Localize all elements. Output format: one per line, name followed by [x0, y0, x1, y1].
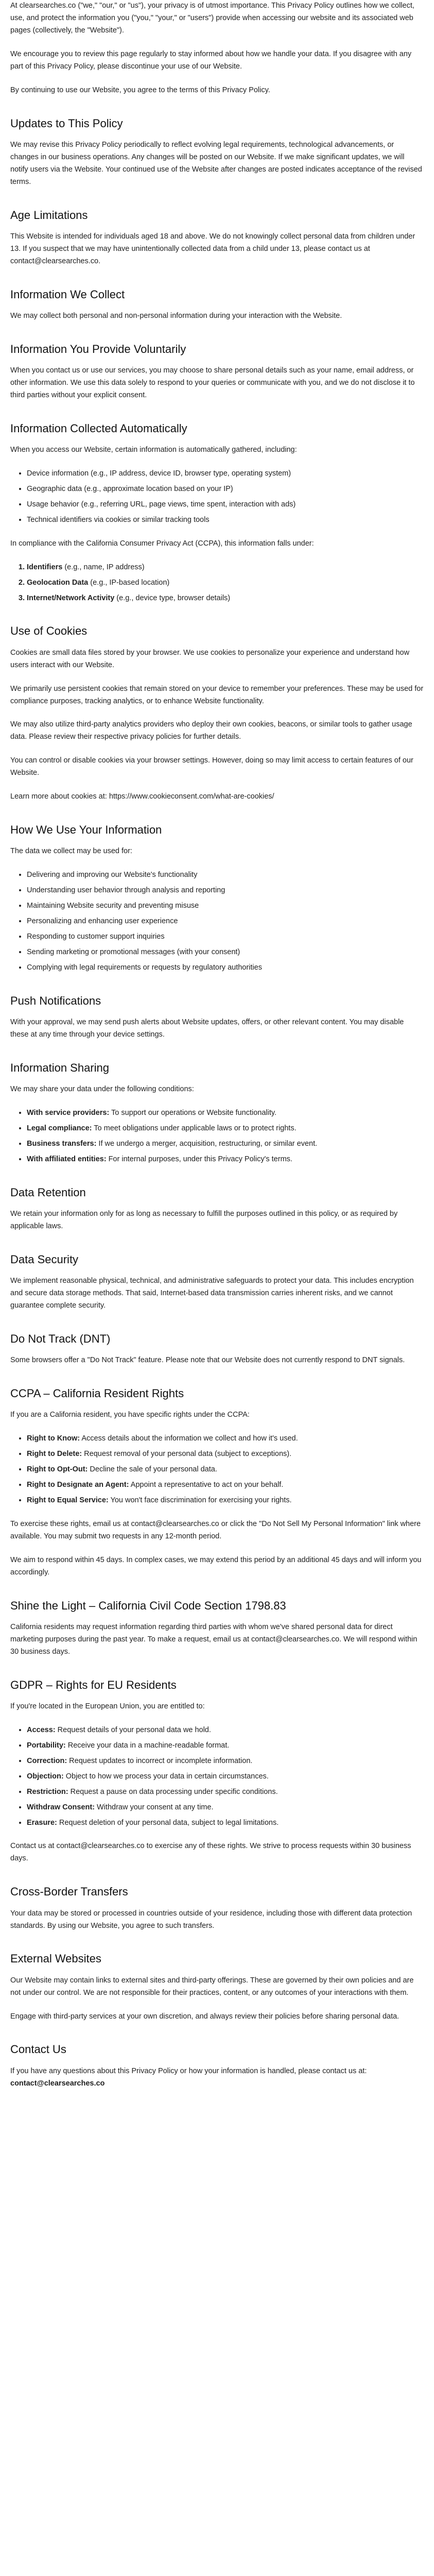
list-item-text: Request details of your personal data we hold.: [55, 1725, 211, 1734]
list-item-text: To meet obligations under applicable laws or to protect rights.: [92, 1124, 297, 1132]
list-item-label: Access:: [27, 1725, 56, 1734]
list-item: [27, 1724, 424, 1737]
section-heading-collect: Information We Collect: [10, 287, 125, 301]
section-heading-contact: Contact Us: [10, 2043, 66, 2056]
auto-ccpa-paragraph: In compliance with the California Consumer Privacy Act (CCPA), this information falls under:: [10, 539, 314, 548]
list-item: • Responding to customer support inquiries: [27, 931, 424, 943]
list-item: • Sending marketing or promotional messages (with your consent): [27, 946, 424, 959]
list-item: [27, 562, 424, 574]
list-item-text: Receive your data in a machine-readable format.: [65, 1741, 230, 1750]
intro-paragraph: By continuing to use our Website, you agree to the terms of this Privacy Policy.: [10, 86, 270, 94]
list-item-text: Decline the sale of your personal data.: [88, 1465, 217, 1474]
list-item-label: Right to Designate an Agent:: [27, 1481, 129, 1489]
ccpa-paragraph: To exercise these rights, email us at contact@clearsearches.co or click the "Do Not Sell My Personal Information" link where available. You may submit two requests in any 12-month period.: [10, 1520, 421, 1540]
shine-paragraph: California residents may request information regarding third parties with whom we've shared personal data for direct marketing purposes during the past year. To make a request, email us at contact@clearsearches.co. We will respond within 30 business days.: [10, 1623, 418, 1656]
section-heading-sharing: Information Sharing: [10, 1061, 109, 1074]
section-heading-external: External Websites: [10, 1952, 101, 1965]
list-item-label: With affiliated entities:: [27, 1155, 107, 1163]
list-item: [27, 1771, 424, 1783]
list-item-label: Right to Equal Service:: [27, 1496, 109, 1505]
dnt-paragraph: Some browsers offer a "Do Not Track" feature. Please note that our Website does not currently respond to DNT signals.: [10, 1356, 405, 1365]
contact-text: If you have any questions about this Privacy Policy or how your information is handled, please contact us at:: [10, 2066, 367, 2075]
cookies-paragraph: You can control or disable cookies via your browser settings. However, doing so may limit access to certain features of our Website.: [10, 756, 413, 777]
section-heading-dnt: Do Not Track (DNT): [10, 1332, 111, 1345]
section-heading-age: Age Limitations: [10, 208, 88, 222]
list-item-text: (e.g., name, IP address): [62, 563, 145, 571]
list-item-text: Request deletion of your personal data, subject to legal limitations.: [57, 1818, 279, 1827]
section-heading-use: How We Use Your Information: [10, 823, 162, 837]
section-heading-cookies: Use of Cookies: [10, 624, 88, 638]
list-item: • Maintaining Website security and preventing misuse: [27, 900, 424, 912]
list-item-label: Right to Opt-Out:: [27, 1465, 88, 1474]
cookies-paragraph: We may also utilize third-party analytics providers who deploy their own cookies, beacons, or similar tools to gather usage data. Please review their respective privacy policies for further details.: [10, 720, 412, 741]
list-item-text: Object to how we process your data in certain circumstances.: [63, 1772, 269, 1781]
cross-paragraph: Your data may be stored or processed in countries outside of your residence, including those with different data protection standards. By using our Website, you agree to such transfers.: [10, 1909, 412, 1930]
list-item-text: Access details about the information we collect and how it's used.: [80, 1434, 298, 1443]
updates-paragraph: We may revise this Privacy Policy periodically to reflect evolving legal requirements, technological advancements, or changes in our business operations. Any changes will be posted on our Website. If we make significant updates, we will notify users via the Website. Your continued use of the Website after changes are posted indicates acceptance of the revised terms.: [10, 140, 422, 186]
gdpr-paragraph: Contact us at contact@clearsearches.co to exercise any of these rights. We strive to process requests within 30 business days.: [10, 1842, 411, 1863]
contact-paragraph: [10, 2065, 424, 2090]
list-item: • Delivering and improving our Website's functionality: [27, 869, 424, 882]
age-paragraph: This Website is intended for individuals aged 18 and above. We do not knowingly collect personal data from children under 13. If you suspect that we may have unintentionally collected data from a child under 13, please contact us at contact@clearsearches.co.: [10, 232, 415, 265]
list-item-label: Internet/Network Activity: [27, 594, 115, 602]
list-item: [27, 1740, 424, 1752]
list-item: [27, 577, 424, 589]
cookies-paragraph: Cookies are small data files stored by your browser. We use cookies to personalize your experience and understand how users interact with our Website.: [10, 648, 410, 669]
list-item: [27, 1464, 424, 1476]
list-item-label: Erasure:: [27, 1818, 57, 1827]
list-item: [27, 1479, 424, 1492]
external-paragraph: Engage with third-party services at your own discretion, and always review their policies before sharing personal data.: [10, 2012, 400, 2021]
sharing-list: [10, 1107, 424, 1166]
list-item: [27, 1786, 424, 1799]
section-heading-gdpr: GDPR – Rights for EU Residents: [10, 1678, 177, 1691]
list-item-text: If we undergo a merger, acquisition, restructuring, or similar event.: [96, 1139, 318, 1148]
use-paragraph: The data we collect may be used for:: [10, 847, 132, 856]
list-item: [27, 1123, 424, 1135]
contact-email: contact@clearsearches.co: [10, 2079, 105, 2088]
external-paragraph: Our Website may contain links to external sites and third-party offerings. These are governed by their own policies and are not under our control. We are not responsible for their practices, content, or any outcomes of your interactions with them.: [10, 1976, 414, 1997]
ccpa-rights-list: [10, 1433, 424, 1507]
list-item: • Technical identifiers via cookies or similar tracking tools: [27, 514, 424, 527]
list-item-text: (e.g., device type, browser details): [114, 594, 231, 602]
collect-paragraph: We may collect both personal and non-personal information during your interaction with the Website.: [10, 311, 342, 320]
list-item: [27, 1755, 424, 1768]
section-heading-security: Data Security: [10, 1252, 79, 1266]
auto-list: [10, 468, 424, 527]
use-list: [10, 869, 424, 974]
push-paragraph: With your approval, we may send push alerts about Website updates, offers, or other relevant content. You may disable these at any time through your device settings.: [10, 1018, 404, 1039]
list-item: • Usage behavior (e.g., referring URL, page views, time spent, interaction with ads): [27, 499, 424, 511]
ccpa-category-list: [10, 562, 424, 605]
list-item: [27, 1154, 424, 1166]
list-item-label: Identifiers: [27, 563, 63, 571]
list-item-label: Right to Delete:: [27, 1450, 82, 1459]
volunteer-paragraph: When you contact us or use our services, you may choose to share personal details such as your name, email address, or other information. We use this data solely to respond to your queries or communicate with you, and we do not disclose it to third parties without your explicit consent.: [10, 366, 415, 399]
list-item-label: With service providers:: [27, 1109, 110, 1117]
list-item-text: Withdraw your consent at any time.: [94, 1803, 214, 1811]
list-item-label: Withdraw Consent:: [27, 1803, 95, 1811]
section-heading-retention: Data Retention: [10, 1185, 86, 1199]
sharing-paragraph: We may share your data under the following conditions:: [10, 1085, 194, 1094]
list-item: [27, 1817, 424, 1829]
section-heading-ccpa: CCPA – California Resident Rights: [10, 1387, 184, 1400]
list-item-label: Geolocation Data: [27, 578, 89, 587]
section-heading-updates: Updates to This Policy: [10, 116, 123, 130]
list-item: [27, 592, 424, 605]
security-paragraph: We implement reasonable physical, technical, and administrative safeguards to protect your data. This includes encryption and secure data storage methods. That said, Internet-based data transmission carries inherent risks, and we cannot guarantee complete security.: [10, 1277, 414, 1310]
ccpa-paragraph: We aim to respond within 45 days. In complex cases, we may extend this period by an additional 45 days and will inform you accordingly.: [10, 1555, 422, 1577]
section-heading-push: Push Notifications: [10, 994, 101, 1007]
ccpa-paragraph: If you are a California resident, you have specific rights under the CCPA:: [10, 1411, 250, 1419]
list-item-label: Correction:: [27, 1756, 67, 1765]
auto-paragraph: When you access our Website, certain information is automatically gathered, including:: [10, 446, 297, 454]
gdpr-rights-list: [10, 1724, 424, 1829]
list-item-label: Objection:: [27, 1772, 64, 1781]
list-item-text: To support our operations or Website functionality.: [109, 1109, 277, 1117]
list-item-label: Business transfers:: [27, 1139, 97, 1148]
gdpr-paragraph: If you're located in the European Union, you are entitled to:: [10, 1702, 205, 1711]
list-item-text: For internal purposes, under this Privacy Policy's terms.: [106, 1155, 292, 1163]
section-heading-volunteer: Information You Provide Voluntarily: [10, 342, 186, 355]
section-heading-auto: Information Collected Automatically: [10, 421, 187, 435]
list-item: [27, 1433, 424, 1445]
list-item-label: Right to Know:: [27, 1434, 80, 1443]
list-item: [27, 1495, 424, 1507]
list-item-text: (e.g., IP-based location): [88, 578, 170, 587]
section-heading-shine: Shine the Light – California Civil Code Section 1798.83: [10, 1599, 286, 1612]
list-item-label: Legal compliance:: [27, 1124, 92, 1132]
section-heading-cross: Cross-Border Transfers: [10, 1885, 128, 1899]
retention-paragraph: We retain your information only for as long as necessary to fulfill the purposes outlined in this policy, or as required by applicable laws.: [10, 1210, 398, 1230]
list-item-label: Restriction:: [27, 1787, 68, 1796]
cookies-paragraph: Learn more about cookies at: https://www.cookieconsent.com/what-are-cookies/: [10, 792, 274, 801]
list-item-text: Request a pause on data processing under specific conditions.: [68, 1787, 278, 1796]
list-item: [27, 1448, 424, 1461]
list-item: • Device information (e.g., IP address, device ID, browser type, operating system): [27, 468, 424, 480]
cookies-paragraph: We primarily use persistent cookies that remain stored on your device to remember your preferences. These may be used for compliance purposes, tracking analytics, or to enhance Website functionality.: [10, 684, 424, 705]
list-item: • Complying with legal requirements or requests by regulatory authorities: [27, 962, 424, 974]
list-item: • Understanding user behavior through analysis and reporting: [27, 885, 424, 897]
list-item: [27, 1138, 424, 1150]
list-item-text: Appoint a representative to act on your behalf.: [129, 1481, 284, 1489]
list-item: [27, 1107, 424, 1120]
list-item: • Personalizing and enhancing user experience: [27, 916, 424, 928]
list-item-text: Request updates to incorrect or incomplete information.: [67, 1756, 253, 1765]
list-item-text: Request removal of your personal data (subject to exceptions).: [82, 1450, 292, 1459]
list-item: • Geographic data (e.g., approximate location based on your IP): [27, 483, 424, 496]
intro-paragraph: We encourage you to review this page regularly to stay informed about how we handle your data. If you disagree with any part of this Privacy Policy, please discontinue your use of our Website.: [10, 49, 412, 71]
list-item-label: Portability:: [27, 1741, 66, 1750]
list-item: [27, 1802, 424, 1814]
list-item-text: You won't face discrimination for exercising your rights.: [108, 1496, 292, 1505]
intro-paragraph: At clearsearches.co ("we," "our," or "us"), your privacy is of utmost importance. This Privacy Policy outlines how we collect, use, and protect the information you ("you," "your," or "users") provide when accessing our website and its associated web pages (collectively, the "Website").: [10, 2, 414, 35]
